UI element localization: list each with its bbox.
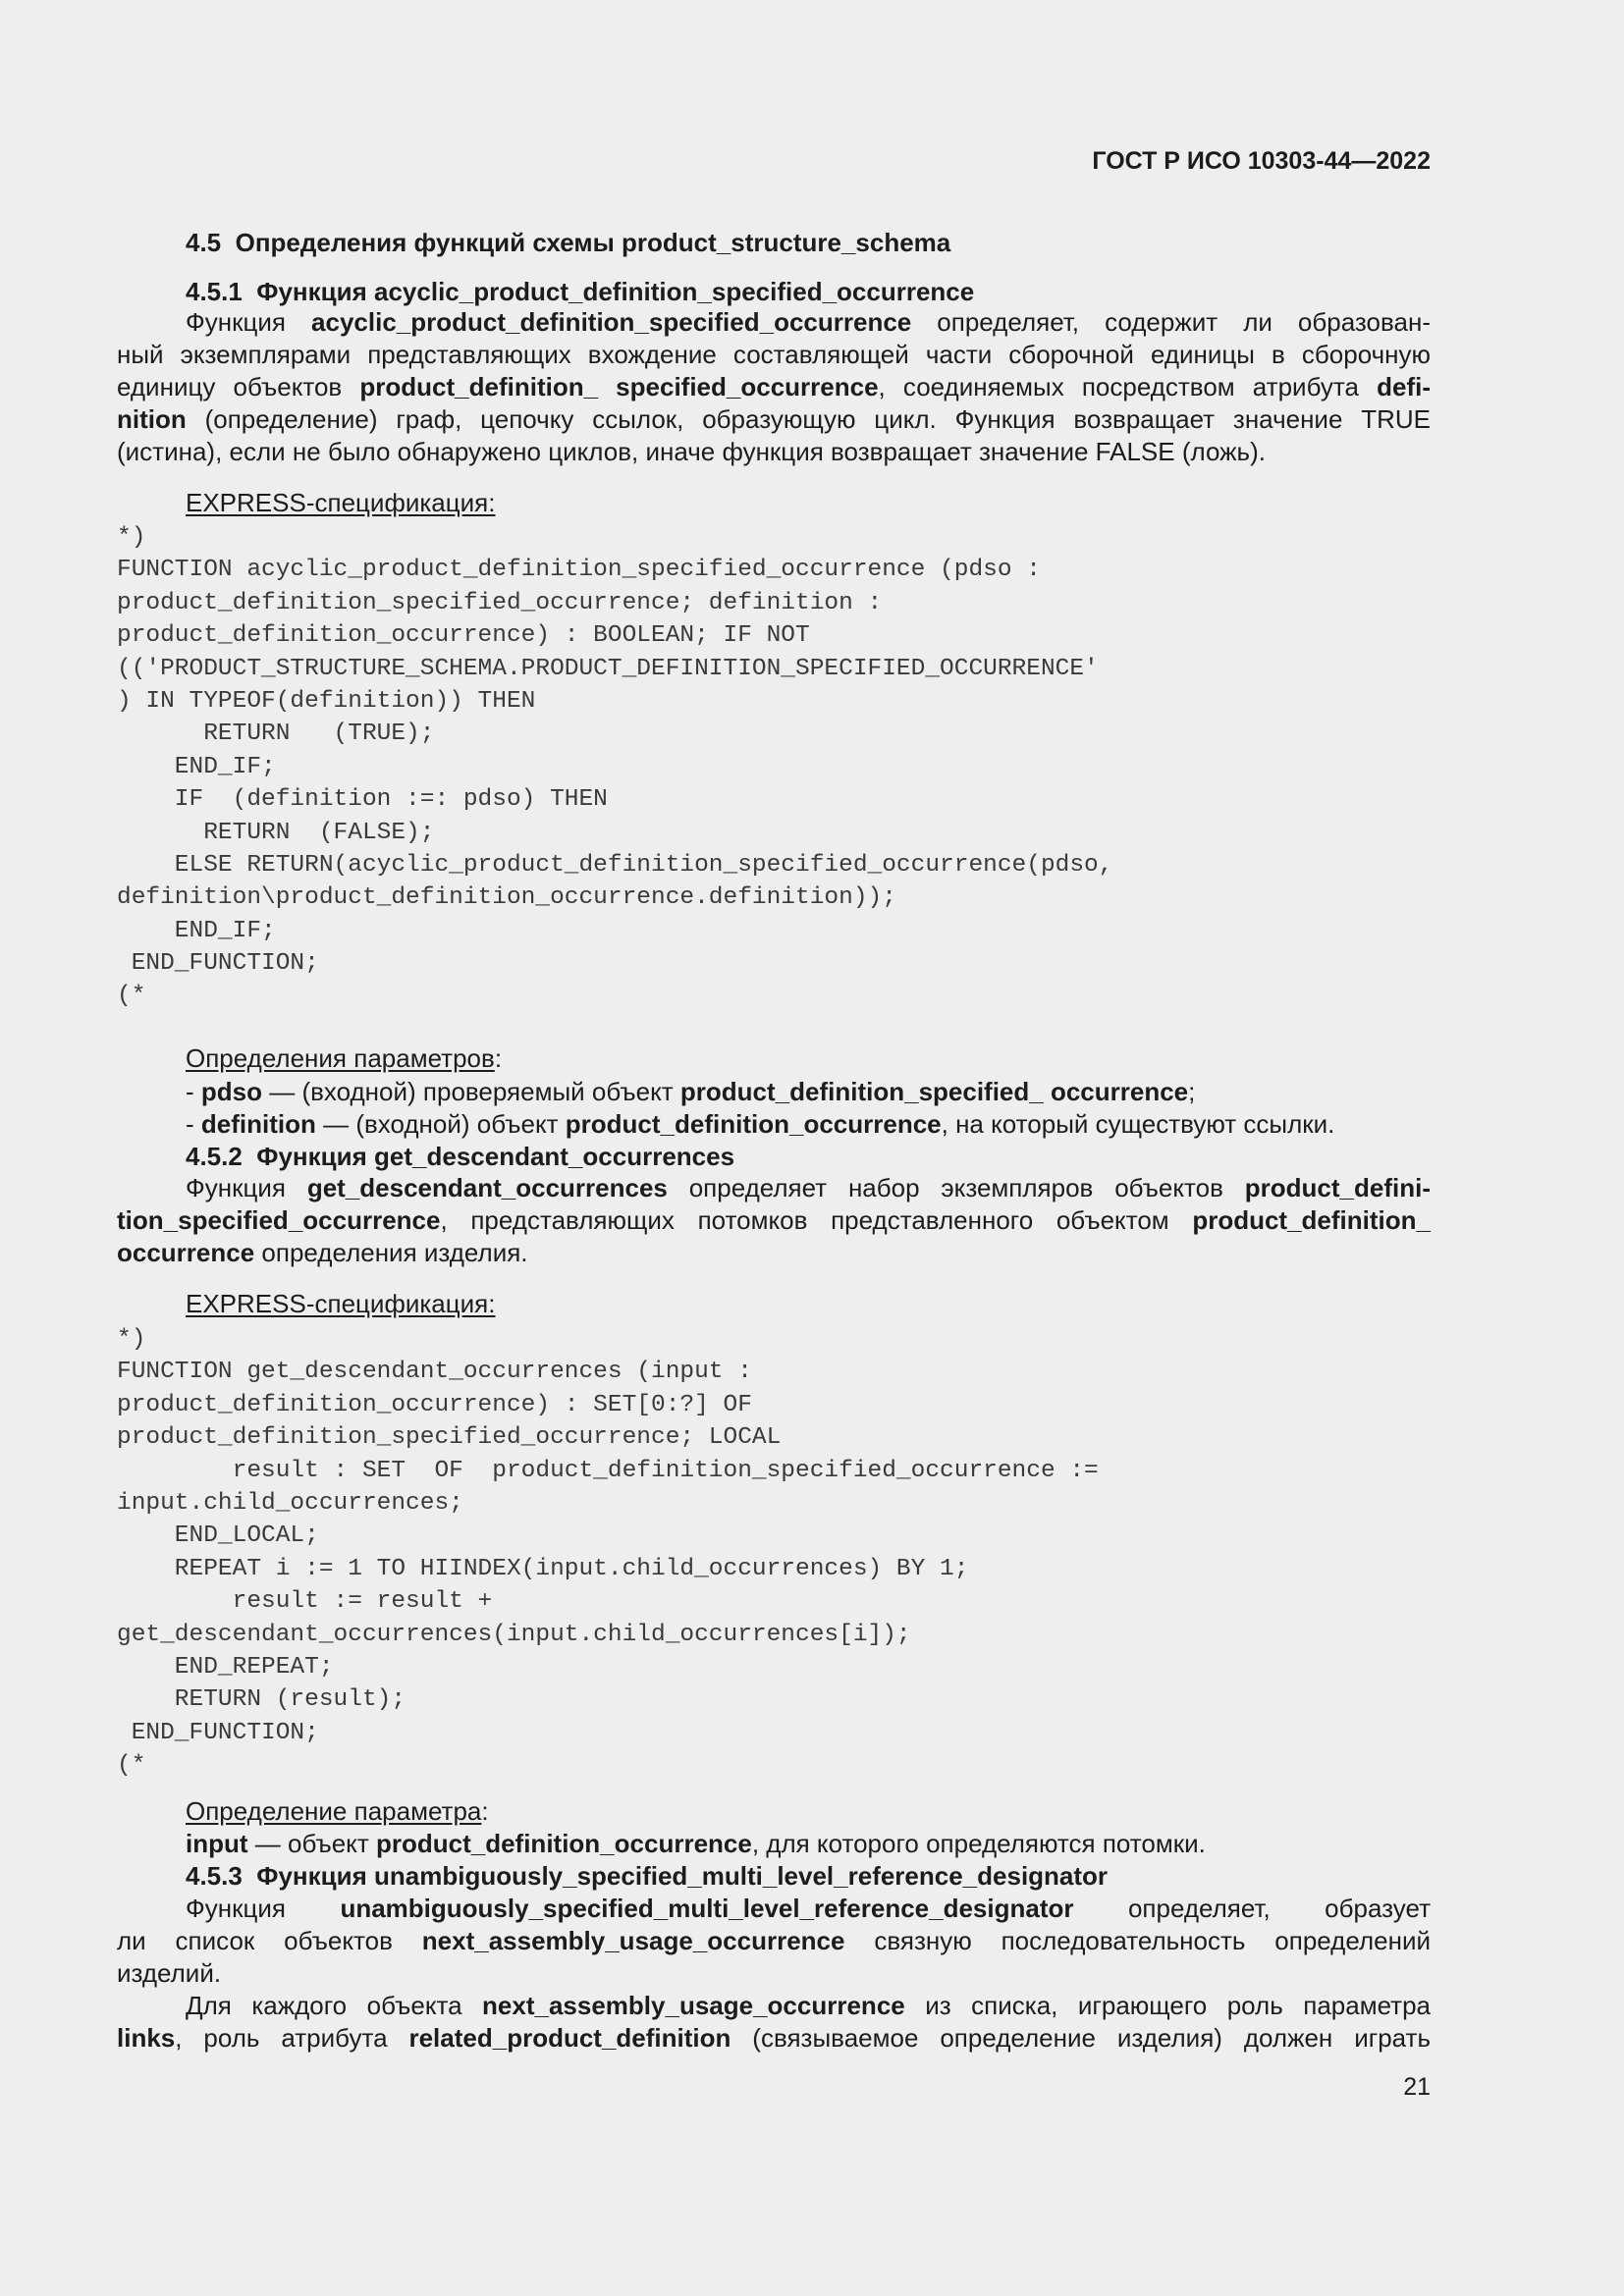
code-line: product_definition_occurrence) : SET[0:?] OF [117,1391,752,1418]
params-label: Определения параметров: [186,1043,503,1073]
paragraph-line: изделий. [117,1958,222,1988]
code-line: *) [117,1326,146,1353]
code-line: *) [117,524,146,551]
section-heading-4-5-2 [186,1142,734,1172]
paragraph-line: links, роль атрибута related_product_definition (связываемое определение изделия) должен играть [117,2023,1432,2053]
paragraph-line: tion_specified_occurrence, представляющих потомков представленного объектом product_definition_ [117,1205,1431,1235]
code-line: (('PRODUCT_STRUCTURE_SCHEMA.PRODUCT_DEFINITION_SPECIFIED_OCCURRENCE' [117,655,1099,682]
paragraph-line: nition (определение) граф, цепочку ссылок, образующую цикл. Функция возвращает значение TRUE [117,404,1431,434]
param-label: Определение параметра: [186,1796,489,1826]
code-line: END_FUNCTION; [117,950,319,978]
paragraph-line: (истина), если не было обнаружено циклов, иначе функция возвращает значение FALSE (ложь). [117,437,1266,466]
param-item-input: input — объект product_definition_occurrence, для которого определяются потомки. [186,1829,1206,1858]
code-line: END_REPEAT; [117,1653,334,1681]
section-title: Функция unambiguously_specified_multi_level_reference_designator [256,1861,1109,1891]
code-line: FUNCTION acyclic_product_definition_specified_occurrence (pdso : [117,557,1041,584]
section-title: Функция acyclic_product_definition_specified_occurrence [256,277,975,306]
section-number: 4.5.3 [186,1861,243,1891]
code-line: result : SET OF product_definition_specified_occurrence := [117,1457,1099,1484]
code-line: IF (definition :=: pdso) THEN [117,786,608,814]
code-line: END_IF; [117,753,276,780]
document-header: ГОСТ Р ИСО 10303-44—2022 [1092,147,1431,175]
param-item-pdso: - pdso — (входной) проверяемый объект product_definition_specified_ occurrence; [186,1077,1196,1106]
code-line: input.child_occurrences; [117,1489,463,1517]
code-line: ELSE RETURN(acyclic_product_definition_specified_occurrence(pdso, [117,851,1113,879]
code-line: (* [117,983,146,1010]
code-line: REPEAT i := 1 TO HIINDEX(input.child_occurrences) BY 1; [117,1555,969,1582]
paragraph-line: Функция unambiguously_specified_multi_level_reference_designator определяет, образует [186,1894,1431,1923]
section-title: Функция get_descendant_occurrences [256,1142,735,1171]
section-heading-4-5-1 [186,277,974,307]
code-line: product_definition_occurrence) : BOOLEAN; IF NOT [117,622,810,650]
page-number: 21 [1403,2073,1431,2101]
code-line: END_FUNCTION; [117,1719,319,1746]
code-line: RETURN (result); [117,1686,406,1714]
code-line: END_LOCAL; [117,1522,319,1550]
paragraph-line: Для каждого объекта next_assembly_usage_occurrence из списка, играющего роль параметра [186,1991,1431,2020]
paragraph-line: Функция acyclic_product_definition_specified_occurrence определяет, содержит ли образован- [186,307,1431,337]
code-line: result := result + [117,1588,493,1616]
section-title: Определения функций схемы product_structure_schema [235,228,951,257]
section-number: 4.5.1 [186,277,243,306]
code-line: product_definition_specified_occurrence; definition : [117,589,883,616]
paragraph-line: occurrence определения изделия. [117,1238,528,1267]
express-spec-label: EXPRESS-спецификация: [186,488,496,517]
section-number: 4.5 [186,228,222,257]
express-spec-label: EXPRESS-спецификация: [186,1289,496,1318]
paragraph-line: ный экземплярами представляющих вхождение составляющей части сборочной единицы в сборочную [117,340,1431,369]
param-item-definition: - definition — (входной) объект product_definition_occurrence, на который существуют ссылки. [186,1109,1335,1139]
section-heading-4-5 [186,228,950,258]
code-line: END_IF; [117,917,276,944]
code-line: (* [117,1752,146,1780]
code-line: get_descendant_occurrences(input.child_occurrences[i]); [117,1621,911,1648]
code-block-acyclic [117,521,1112,1013]
code-line: definition\product_definition_occurrence.definition)); [117,884,896,912]
paragraph-line: Функция get_descendant_occurrences определяет набор экземпляров объектов product_defini- [186,1173,1431,1202]
code-line: FUNCTION get_descendant_occurrences (input : [117,1359,752,1386]
code-line: product_definition_specified_occurrence; LOCAL [117,1424,782,1452]
paragraph-line: ли список объектов next_assembly_usage_occurrence связную последовательность определений [117,1926,1431,1955]
code-line: ) IN TYPEOF(definition)) THEN [117,687,536,715]
code-line: RETURN (FALSE); [117,819,435,846]
code-block-get-descendant [117,1323,1099,1782]
section-number: 4.5.2 [186,1142,243,1171]
section-heading-4-5-3 [186,1861,1108,1892]
paragraph-line: единицу объектов product_definition_ specified_occurrence, соединяемых посредством атрибута defi- [117,372,1432,401]
code-line: RETURN (TRUE); [117,721,435,748]
